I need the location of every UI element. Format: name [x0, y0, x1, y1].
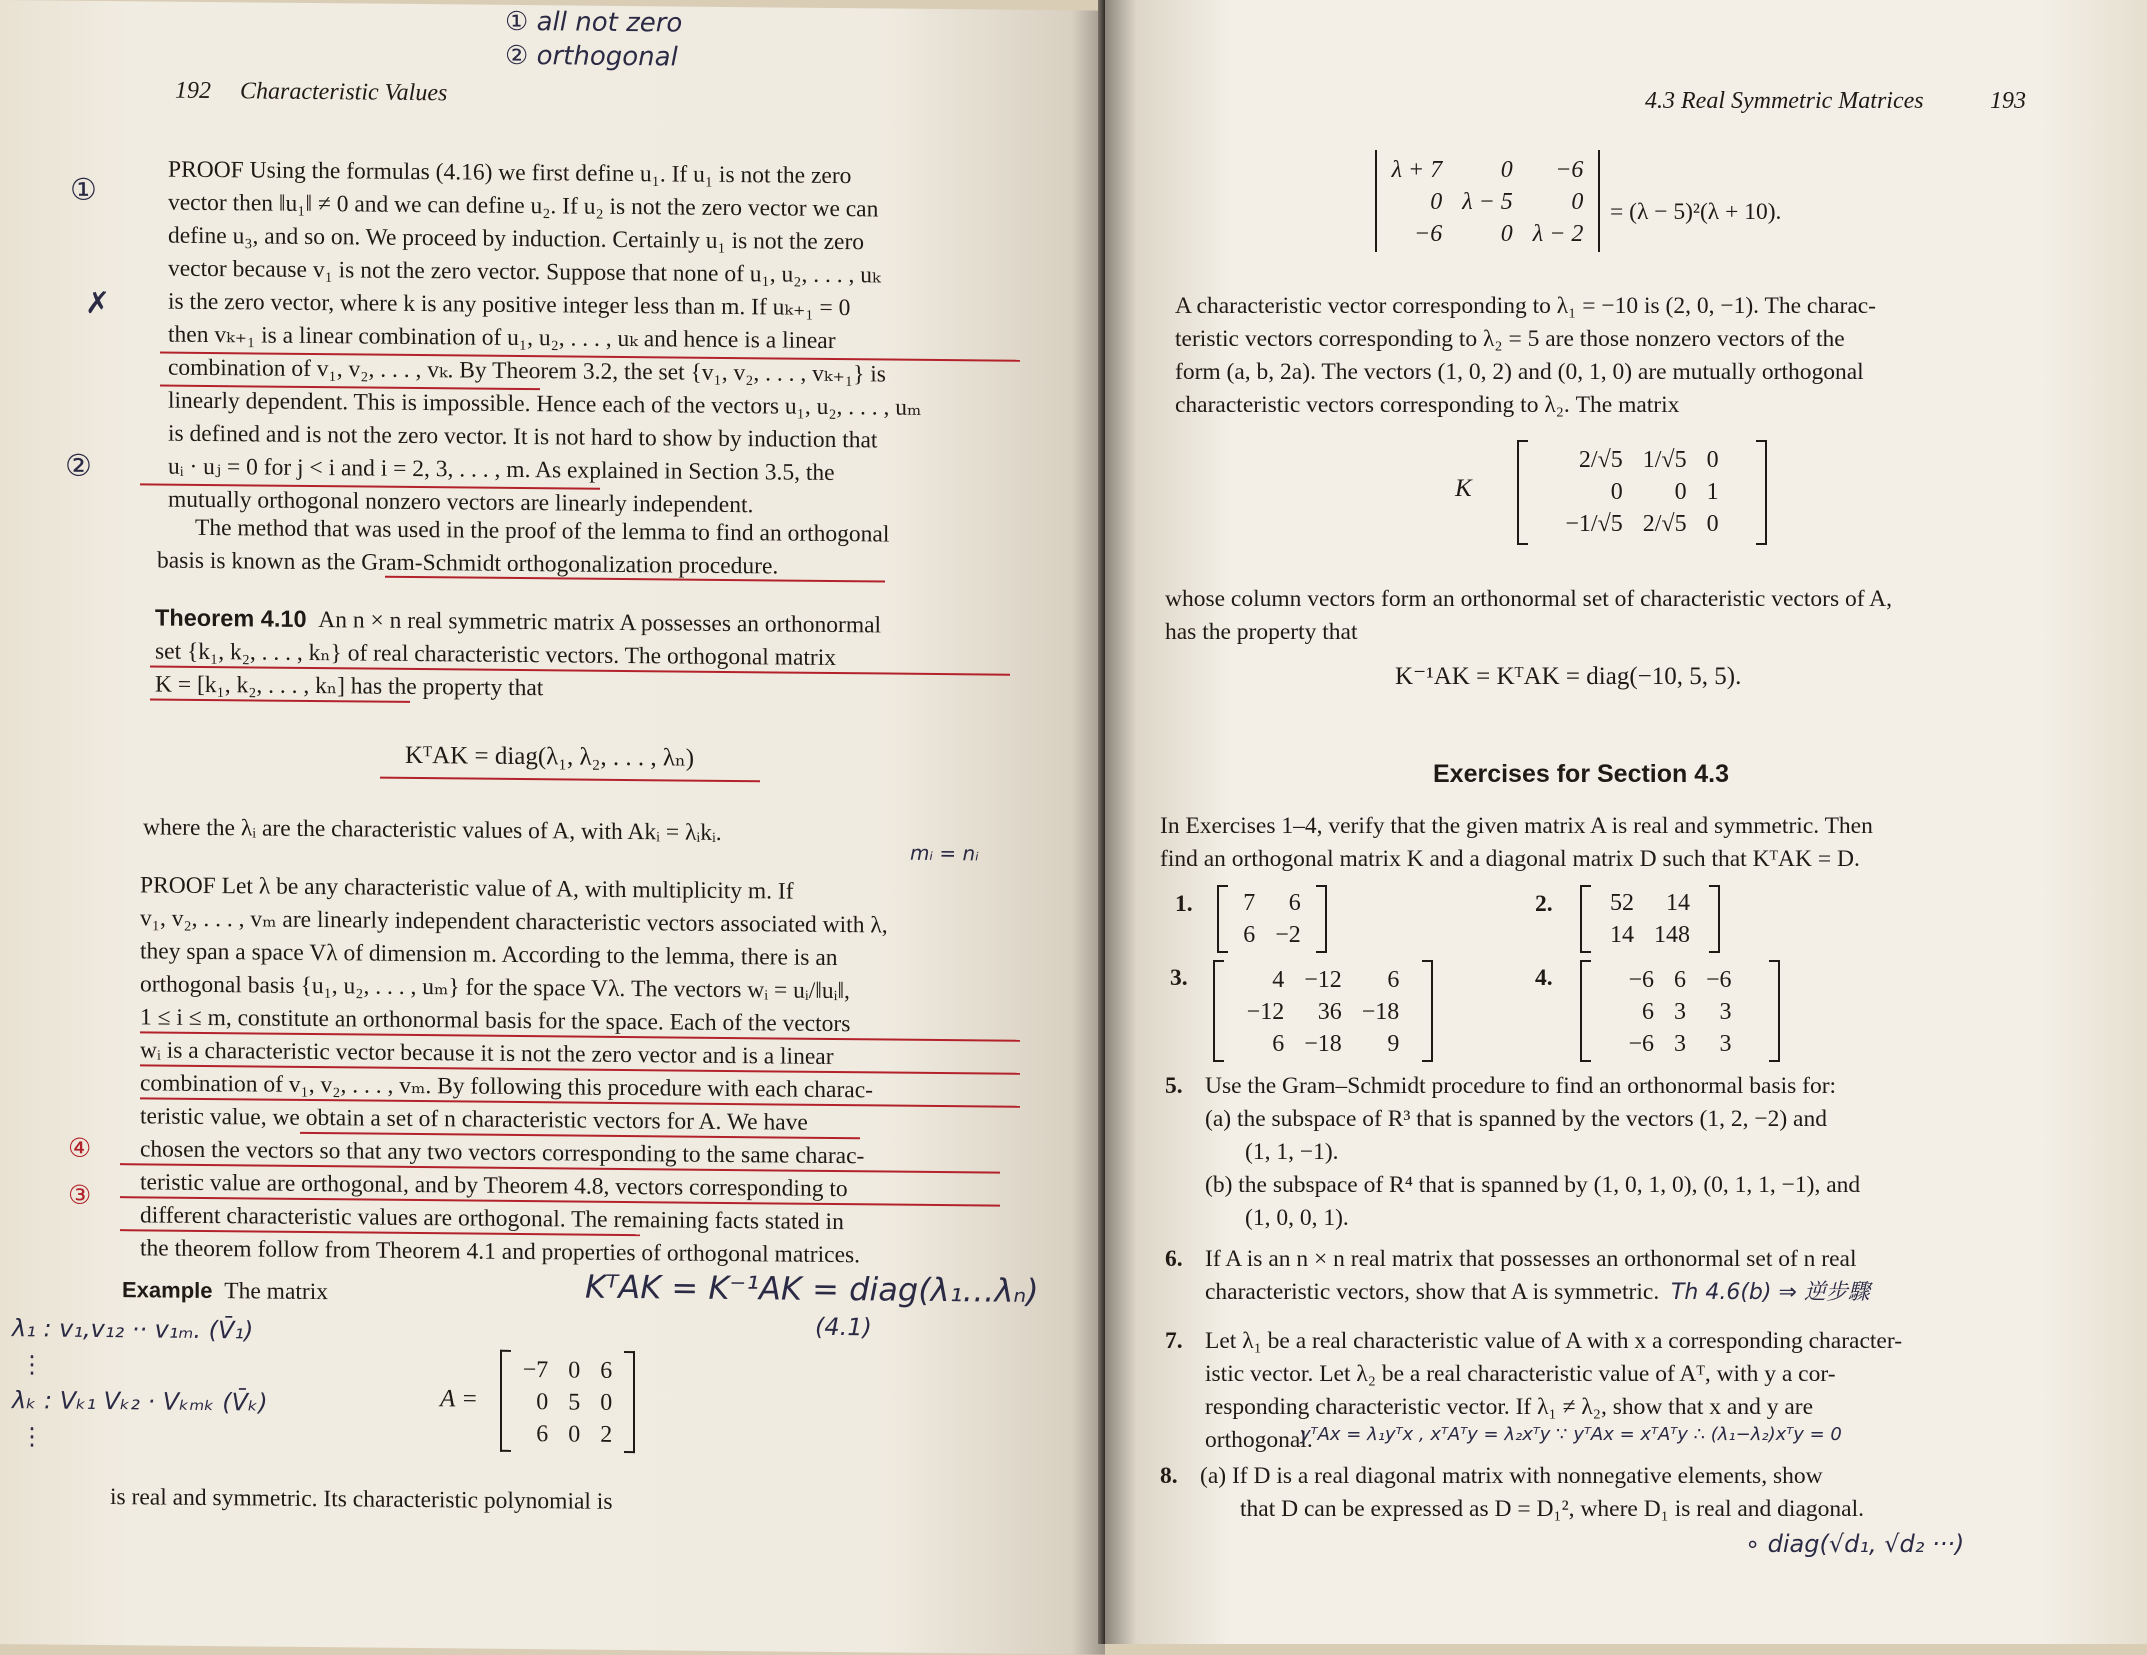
matrix-cell: 0	[1674, 479, 1687, 505]
matrix-cell: 3	[1674, 1031, 1686, 1057]
matrix-cell: 1	[1706, 479, 1719, 505]
handwritten-note: ⋮	[20, 1422, 44, 1451]
text-line: 1 ≤ i ≤ m, constitute an orthonormal basis for the space. Each of the vectors	[140, 1004, 851, 1038]
det-bar-right	[1598, 150, 1600, 252]
paragraph-2	[1165, 583, 2105, 649]
theorem-block	[155, 601, 1035, 709]
text-line: In Exercises 1–4, verify that the given matrix A is real and symmetric. Then	[1160, 813, 1873, 839]
bracket-left	[1580, 960, 1591, 1062]
bracket-right	[624, 1351, 635, 1453]
matrix-cell: −1/√5	[1565, 511, 1623, 537]
bracket-right	[1769, 960, 1780, 1062]
text-line: uᵢ · uⱼ = 0 for j < i and i = 2, 3, . . . , m. As explained in Section 3.5, the	[168, 453, 835, 487]
text-line: they span a space Vλ of dimension m. According to the lemma, there is an	[140, 938, 838, 972]
matrix-cell: 4	[1272, 967, 1285, 993]
where-line: where the λᵢ are the characteristic values of A, with Akᵢ = λᵢkᵢ.	[143, 814, 722, 846]
proof-block-1	[168, 154, 1018, 525]
matrix-cell: 0	[1706, 511, 1719, 537]
page-number: 193	[1990, 88, 2026, 114]
matrix-table	[1618, 964, 1741, 1060]
theorem-label: Theorem 4.10	[155, 604, 307, 632]
text-line: is defined and is not the zero vector. It is not hard to show by induction that	[168, 420, 878, 454]
text-line: vector because v₁ is not the zero vector. Suppose that none of u₁, u₂, . . . , uₖ	[168, 255, 881, 289]
exercises-title: Exercises for Section 4.3	[1433, 760, 1729, 788]
text-line: Use the Gram–Schmidt procedure to find an orthonormal basis for:	[1205, 1073, 1837, 1099]
matrix-cell: −12	[1304, 967, 1342, 993]
text-line: linearly dependent. This is impossible. Hence each of the vectors u₁, u₂, . . . , uₘ	[168, 387, 922, 421]
matrix-cell: λ + 7	[1391, 157, 1443, 183]
matrix-cell: 2/√5	[1642, 511, 1687, 537]
margin-mark: ④	[68, 1133, 92, 1164]
det-bar-left	[1375, 150, 1377, 252]
exercise-4-matrix	[1580, 960, 1780, 1062]
k-label: K	[1455, 475, 1472, 502]
exercise-number: 2.	[1535, 891, 1553, 917]
text-line: then vₖ₊₁ is a linear combination of u₁, u₂, . . . , uₖ and hence is a linear	[168, 321, 836, 355]
text-line: mutually orthogonal nonzero vectors are linearly independent.	[168, 486, 754, 519]
text-line: define u₃, and so on. We proceed by induction. Certainly u₁ is not the zero	[168, 222, 865, 256]
text-line: (1, 1, −1).	[1245, 1139, 1339, 1165]
bracket-left	[1213, 960, 1224, 1062]
handwritten-note: ② orthogonal	[505, 40, 678, 73]
matrix-cell: 2/√5	[1578, 447, 1623, 473]
text-line: characteristic vectors, show that A is symmetric.	[1205, 1279, 1660, 1305]
exercise-1-matrix	[1217, 885, 1327, 953]
matrix-cell: 6	[600, 1357, 613, 1384]
theorem-equation: KᵀAK = diag(λ₁, λ₂, . . . , λₙ)	[405, 741, 695, 772]
text-line: Let λ₁ be a real characteristic value of A with x a corresponding character-	[1205, 1328, 1903, 1354]
text-line: vector then ‖u₁‖ ≠ 0 and we can define u₂. If u₂ is not the zero vector we can	[168, 189, 879, 223]
text-line	[1205, 1276, 2125, 1309]
margin-mark: ②	[65, 448, 92, 484]
matrix-cell: 3	[1719, 1031, 1732, 1057]
handwritten-note: mᵢ = nᵢ	[910, 840, 979, 866]
det-result: = (λ − 5)²(λ + 10).	[1610, 199, 1782, 225]
matrix-cell: 6	[1642, 999, 1654, 1025]
matrix-cell: 0	[1610, 479, 1623, 505]
text-line: (b) the subspace of R⁴ that is spanned by (1, 0, 1, 0), (0, 1, 1, −1), and	[1205, 1172, 1861, 1198]
matrix-cell: −6	[1555, 157, 1584, 183]
handwritten-top-notes	[505, 5, 682, 75]
matrix-cell: −2	[1275, 922, 1301, 948]
matrix-cell: −18	[1304, 1031, 1342, 1057]
exercise-number: 6.	[1165, 1246, 1183, 1272]
matrix-table	[1555, 444, 1728, 540]
matrix-cell: 3	[1719, 999, 1732, 1025]
text-line: orthogonal.	[1205, 1427, 1313, 1453]
matrix-cell: 9	[1387, 1031, 1400, 1057]
method-paragraph	[157, 512, 1037, 586]
example-line	[122, 1273, 328, 1309]
matrix-cell: 148	[1654, 922, 1690, 948]
bracket-left	[1217, 885, 1228, 953]
text-line: whose column vectors form an orthonormal set of characteristic vectors of A,	[1165, 586, 1892, 612]
handwritten-note: ∘ diag(√d₁, √d₂ ···)	[1745, 1530, 1965, 1558]
bracket-right	[1756, 440, 1767, 545]
bracket-right	[1316, 885, 1327, 953]
bracket-left	[500, 1350, 511, 1452]
bracket-left	[1580, 885, 1591, 953]
bracket-right	[1709, 885, 1720, 953]
matrix-cell: λ − 5	[1462, 189, 1513, 215]
matrix-cell: 0	[536, 1389, 549, 1416]
matrix-cell: 2	[600, 1421, 613, 1448]
text-line: teristic vectors corresponding to λ₂ = 5 are those nonzero vectors of the	[1175, 326, 1845, 352]
matrix-cell: 6	[536, 1421, 549, 1448]
text-line: The method that was used in the proof of the lemma to find an orthogonal	[195, 514, 890, 548]
text-line: If A is an n × n real matrix that possesses an orthonormal set of n real	[1205, 1246, 1857, 1272]
bracket-right	[1422, 960, 1433, 1062]
matrix-cell: 0	[568, 1357, 581, 1384]
matrix-cell: 14	[1666, 890, 1690, 916]
red-underline	[380, 777, 760, 783]
exercise-3-matrix	[1213, 960, 1433, 1062]
text-line: istic vector. Let λ₂ be a real characteristic value of Aᵀ, with y a cor-	[1205, 1361, 1836, 1387]
running-head: Characteristic Values	[240, 78, 448, 107]
paragraph-1	[1175, 290, 2095, 422]
text-line: find an orthogonal matrix K and a diagonal matrix D such that KᵀAK = D.	[1160, 846, 1860, 872]
margin-mark: ✗	[85, 285, 111, 322]
matrix-cell: 6	[1272, 1031, 1285, 1057]
text-line: chosen the vectors so that any two vectors corresponding to the same charac-	[140, 1136, 865, 1170]
matrix-cell: 0	[1430, 189, 1443, 215]
matrix-cell: 1/√5	[1642, 447, 1687, 473]
page-number: 192	[175, 77, 211, 105]
matrix-table	[513, 1354, 623, 1451]
handwritten-note: ⋮	[20, 1350, 44, 1379]
handwritten-proof: yᵀAx = λ₁yᵀx , xᵀAᵀy = λ₂xᵀy ∵ yᵀAx = xᵀAᵀy ∴ (λ₁−λ₂)xᵀy = 0	[1300, 1424, 1842, 1445]
matrix-cell: −7	[522, 1357, 549, 1384]
matrix-cell: 6	[1243, 922, 1256, 948]
text-line: (a) the subspace of R³ that is spanned by the vectors (1, 2, −2) and	[1205, 1106, 1827, 1132]
handwritten-note: λ₁ : v₁,v₁₂ ·· v₁ₘ. (V̄₁)	[12, 1314, 254, 1345]
exercise-8	[1200, 1460, 2120, 1526]
handwritten-note: Th 4.6(b) ⇒ 逆步驟	[1670, 1280, 1870, 1305]
text-line: that D can be expressed as D = D₁², where D₁ is real and diagonal.	[1240, 1496, 1864, 1522]
text-line: the theorem follow from Theorem 4.1 and properties of orthogonal matrices.	[140, 1235, 861, 1269]
text-line: set {k₁, k₂, . . . , kₙ} of real characteristic vectors. The orthogonal matrix	[155, 638, 837, 672]
handwritten-ref: (4.1)	[815, 1312, 872, 1342]
exercise-2-matrix	[1580, 885, 1720, 953]
text-line: PROOF Using the formulas (4.16) we first define u₁. If u₁ is not the zero	[168, 156, 852, 190]
matrix-cell: 0	[568, 1421, 581, 1448]
text-line: PROOF Let λ be any characteristic value of A, with multiplicity m. If	[140, 872, 794, 905]
text-line: (a) If D is a real diagonal matrix with nonnegative elements, show	[1200, 1463, 1823, 1489]
text-line: v₁, v₂, . . . , vₘ are linearly independent characteristic vectors associated with λ,	[140, 905, 888, 939]
handwritten-note: ① all not zero	[505, 6, 683, 39]
matrix-cell: 6	[1387, 967, 1400, 993]
text-line: responding characteristic vector. If λ₁ ≠ λ₂, show that x and y are	[1205, 1394, 1814, 1420]
result-equation: K⁻¹AK = KᵀAK = diag(−10, 5, 5).	[1395, 663, 1742, 690]
exercise-number: 4.	[1535, 965, 1553, 991]
matrix-cell: 5	[568, 1389, 581, 1416]
text-line: combination of v₁, v₂, . . . , vₖ. By Theorem 3.2, the set {v₁, v₂, . . . , vₖ₊₁} is	[168, 354, 886, 388]
text-line: A characteristic vector corresponding to λ₁ = −10 is (2, 0, −1). The charac-	[1175, 293, 1877, 319]
text-line: basis is known as the Gram-Schmidt orthogonalization procedure.	[157, 547, 779, 580]
text-line: (1, 0, 0, 1).	[1245, 1205, 1349, 1231]
exercise-number: 8.	[1160, 1463, 1178, 1489]
matrix-cell: 6	[1674, 967, 1686, 993]
closing-line: is real and symmetric. Its characteristic polynomial is	[110, 1484, 613, 1515]
matrix-cell: −18	[1361, 999, 1400, 1025]
determinant	[1375, 150, 1600, 252]
text-line: different characteristic values are orthogonal. The remaining facts stated in	[140, 1202, 844, 1236]
example-label: Example	[122, 1277, 213, 1304]
exercise-5	[1205, 1070, 2125, 1235]
text-line: has the property that	[1165, 619, 1358, 645]
matrix-cell: 14	[1610, 922, 1634, 948]
text-line: combination of v₁, v₂, . . . , vₘ. By following this procedure with each charac-	[140, 1070, 873, 1104]
exercise-number: 7.	[1165, 1328, 1183, 1354]
text-line: orthogonal basis {u₁, u₂, . . . , uₘ} for the space Vλ. The vectors wᵢ = uᵢ/‖uᵢ‖,	[140, 971, 850, 1005]
matrix-cell: λ − 2	[1532, 221, 1584, 247]
text-line: form (a, b, 2a). The vectors (1, 0, 2) and (0, 1, 0) are mutually orthogonal	[1175, 359, 1864, 385]
matrix-k	[1517, 440, 1767, 545]
handwritten-note: λₖ : Vₖ₁ Vₖ₂ · Vₖₘₖ (V̄ₖ)	[12, 1386, 268, 1417]
handwritten-side-notes	[12, 1310, 268, 1456]
text-line: wᵢ is a characteristic vector because it is not the zero vector and is a linear	[140, 1037, 834, 1071]
exercises-intro	[1160, 810, 2120, 876]
right-page	[1105, 0, 2147, 1644]
matrix-cell: 0	[1500, 221, 1513, 247]
running-head: 4.3 Real Symmetric Matrices	[1645, 88, 1924, 114]
matrix-cell: 0	[1706, 447, 1719, 473]
matrix-table	[1600, 887, 1700, 951]
matrix-cell: 3	[1674, 999, 1686, 1025]
matrix-cell: 7	[1243, 890, 1256, 916]
matrix-a-label: A =	[440, 1385, 478, 1413]
exercise-number: 5.	[1165, 1073, 1183, 1099]
exercise-number: 1.	[1175, 891, 1193, 917]
text-line: is the zero vector, where k is any positive integer less than m. If uₖ₊₁ = 0	[168, 288, 851, 322]
bracket-left	[1517, 440, 1528, 545]
text-line: teristic value, we obtain a set of n characteristic vectors for A. We have	[140, 1103, 808, 1136]
matrix-cell: −6	[1628, 967, 1654, 993]
matrix-cell: 0	[1571, 189, 1584, 215]
matrix-cell: −6	[1628, 1031, 1654, 1057]
matrix-a	[500, 1350, 635, 1453]
matrix-table	[1382, 154, 1594, 250]
text-line: An n × n real symmetric matrix A possesses an orthonormal	[318, 607, 882, 639]
matrix-cell: 0	[600, 1389, 613, 1416]
margin-mark: ③	[68, 1180, 92, 1211]
matrix-table	[1233, 887, 1311, 951]
matrix-cell: −6	[1706, 967, 1732, 993]
matrix-cell: −12	[1246, 999, 1285, 1025]
exercise-6	[1205, 1243, 2125, 1309]
text-line: teristic value are orthogonal, and by Theorem 4.8, vectors corresponding to	[140, 1169, 848, 1203]
text-line: K = [k₁, k₂, . . . , kₙ] has the property that	[155, 671, 544, 702]
handwritten-equation: KᵀAK = K⁻¹AK = diag(λ₁…λₙ)	[585, 1267, 1039, 1310]
matrix-cell: 36	[1317, 999, 1342, 1025]
text-line: characteristic vectors corresponding to λ₂. The matrix	[1175, 392, 1680, 418]
matrix-cell: 6	[1288, 890, 1301, 916]
matrix-table	[1237, 964, 1410, 1060]
margin-mark: ①	[70, 172, 97, 208]
matrix-cell: 0	[1500, 157, 1513, 183]
example-text: The matrix	[224, 1278, 329, 1306]
exercise-number: 3.	[1170, 965, 1188, 991]
matrix-cell: −6	[1414, 221, 1443, 247]
matrix-cell: 52	[1610, 890, 1634, 916]
